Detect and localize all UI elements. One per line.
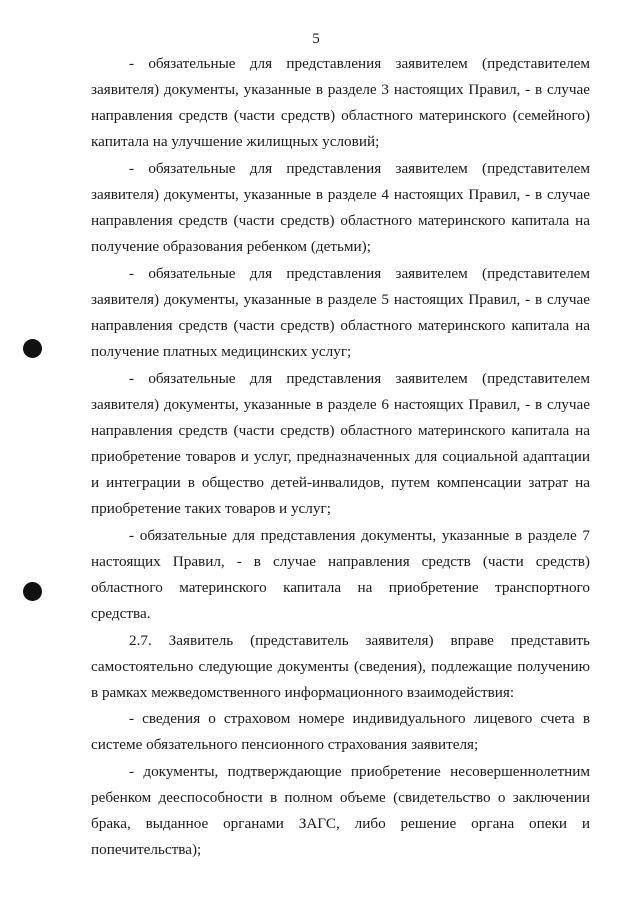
list-item: - обязательные для представления заявителем (представителем заявителя) документы, указанные в разделе 3 настоящих Правил, - в случае направления средств (части средств) областного материнского (семейного) капитала на улучшение жилищных условий; bbox=[91, 55, 590, 151]
list-item: - документы, подтверждающие приобретение несовершеннолетним ребенком дееспособности в полном объеме (свидетельство о заключении брака, выданное органами ЗАГС, либо решение органа опеки и попечительства); bbox=[91, 763, 590, 859]
list-item: - обязательные для представления заявителем (представителем заявителя) документы, указанные в разделе 4 настоящих Правил, - в случае направления средств (части средств) областного материнского капитала на получение образования ребенком (детьми); bbox=[91, 159, 590, 256]
document-body bbox=[91, 51, 590, 863]
list-item: - обязательные для представления документы, указанные в разделе 7 настоящих Правил, - в случае направления средств (части средств) областного материнского капитала на приобретение транспортного средства. bbox=[91, 526, 590, 622]
list-item: - обязательные для представления заявителем (представителем заявителя) документы, указанные в разделе 6 настоящих Правил, - в случае направления средств (части средств) областного материнского капитала на приобретение товаров и услуг, предназначенных для социальной адаптации и интеграции в общество детей-инвалидов, путем компенсации затрат на приобретение таких товаров и услуг; bbox=[91, 369, 590, 518]
section-paragraph-2-7: 2.7. Заявитель (представитель заявителя) вправе представить самостоятельно следующие документы (сведения), подлежащие получению в рамках межведомственного информационного взаимодействия: bbox=[91, 631, 590, 701]
punch-hole-mark bbox=[23, 339, 42, 358]
page-number: 5 bbox=[312, 31, 320, 47]
list-item: - сведения о страховом номере индивидуального лицевого счета в системе обязательного пенсионного страхования заявителя; bbox=[91, 710, 590, 754]
list-item: - обязательные для представления заявителем (представителем заявителя) документы, указанные в разделе 5 настоящих Правил, - в случае направления средств (части средств) областного материнского капитала на получение платных медицинских услуг; bbox=[91, 264, 590, 361]
punch-hole-mark bbox=[23, 582, 42, 601]
